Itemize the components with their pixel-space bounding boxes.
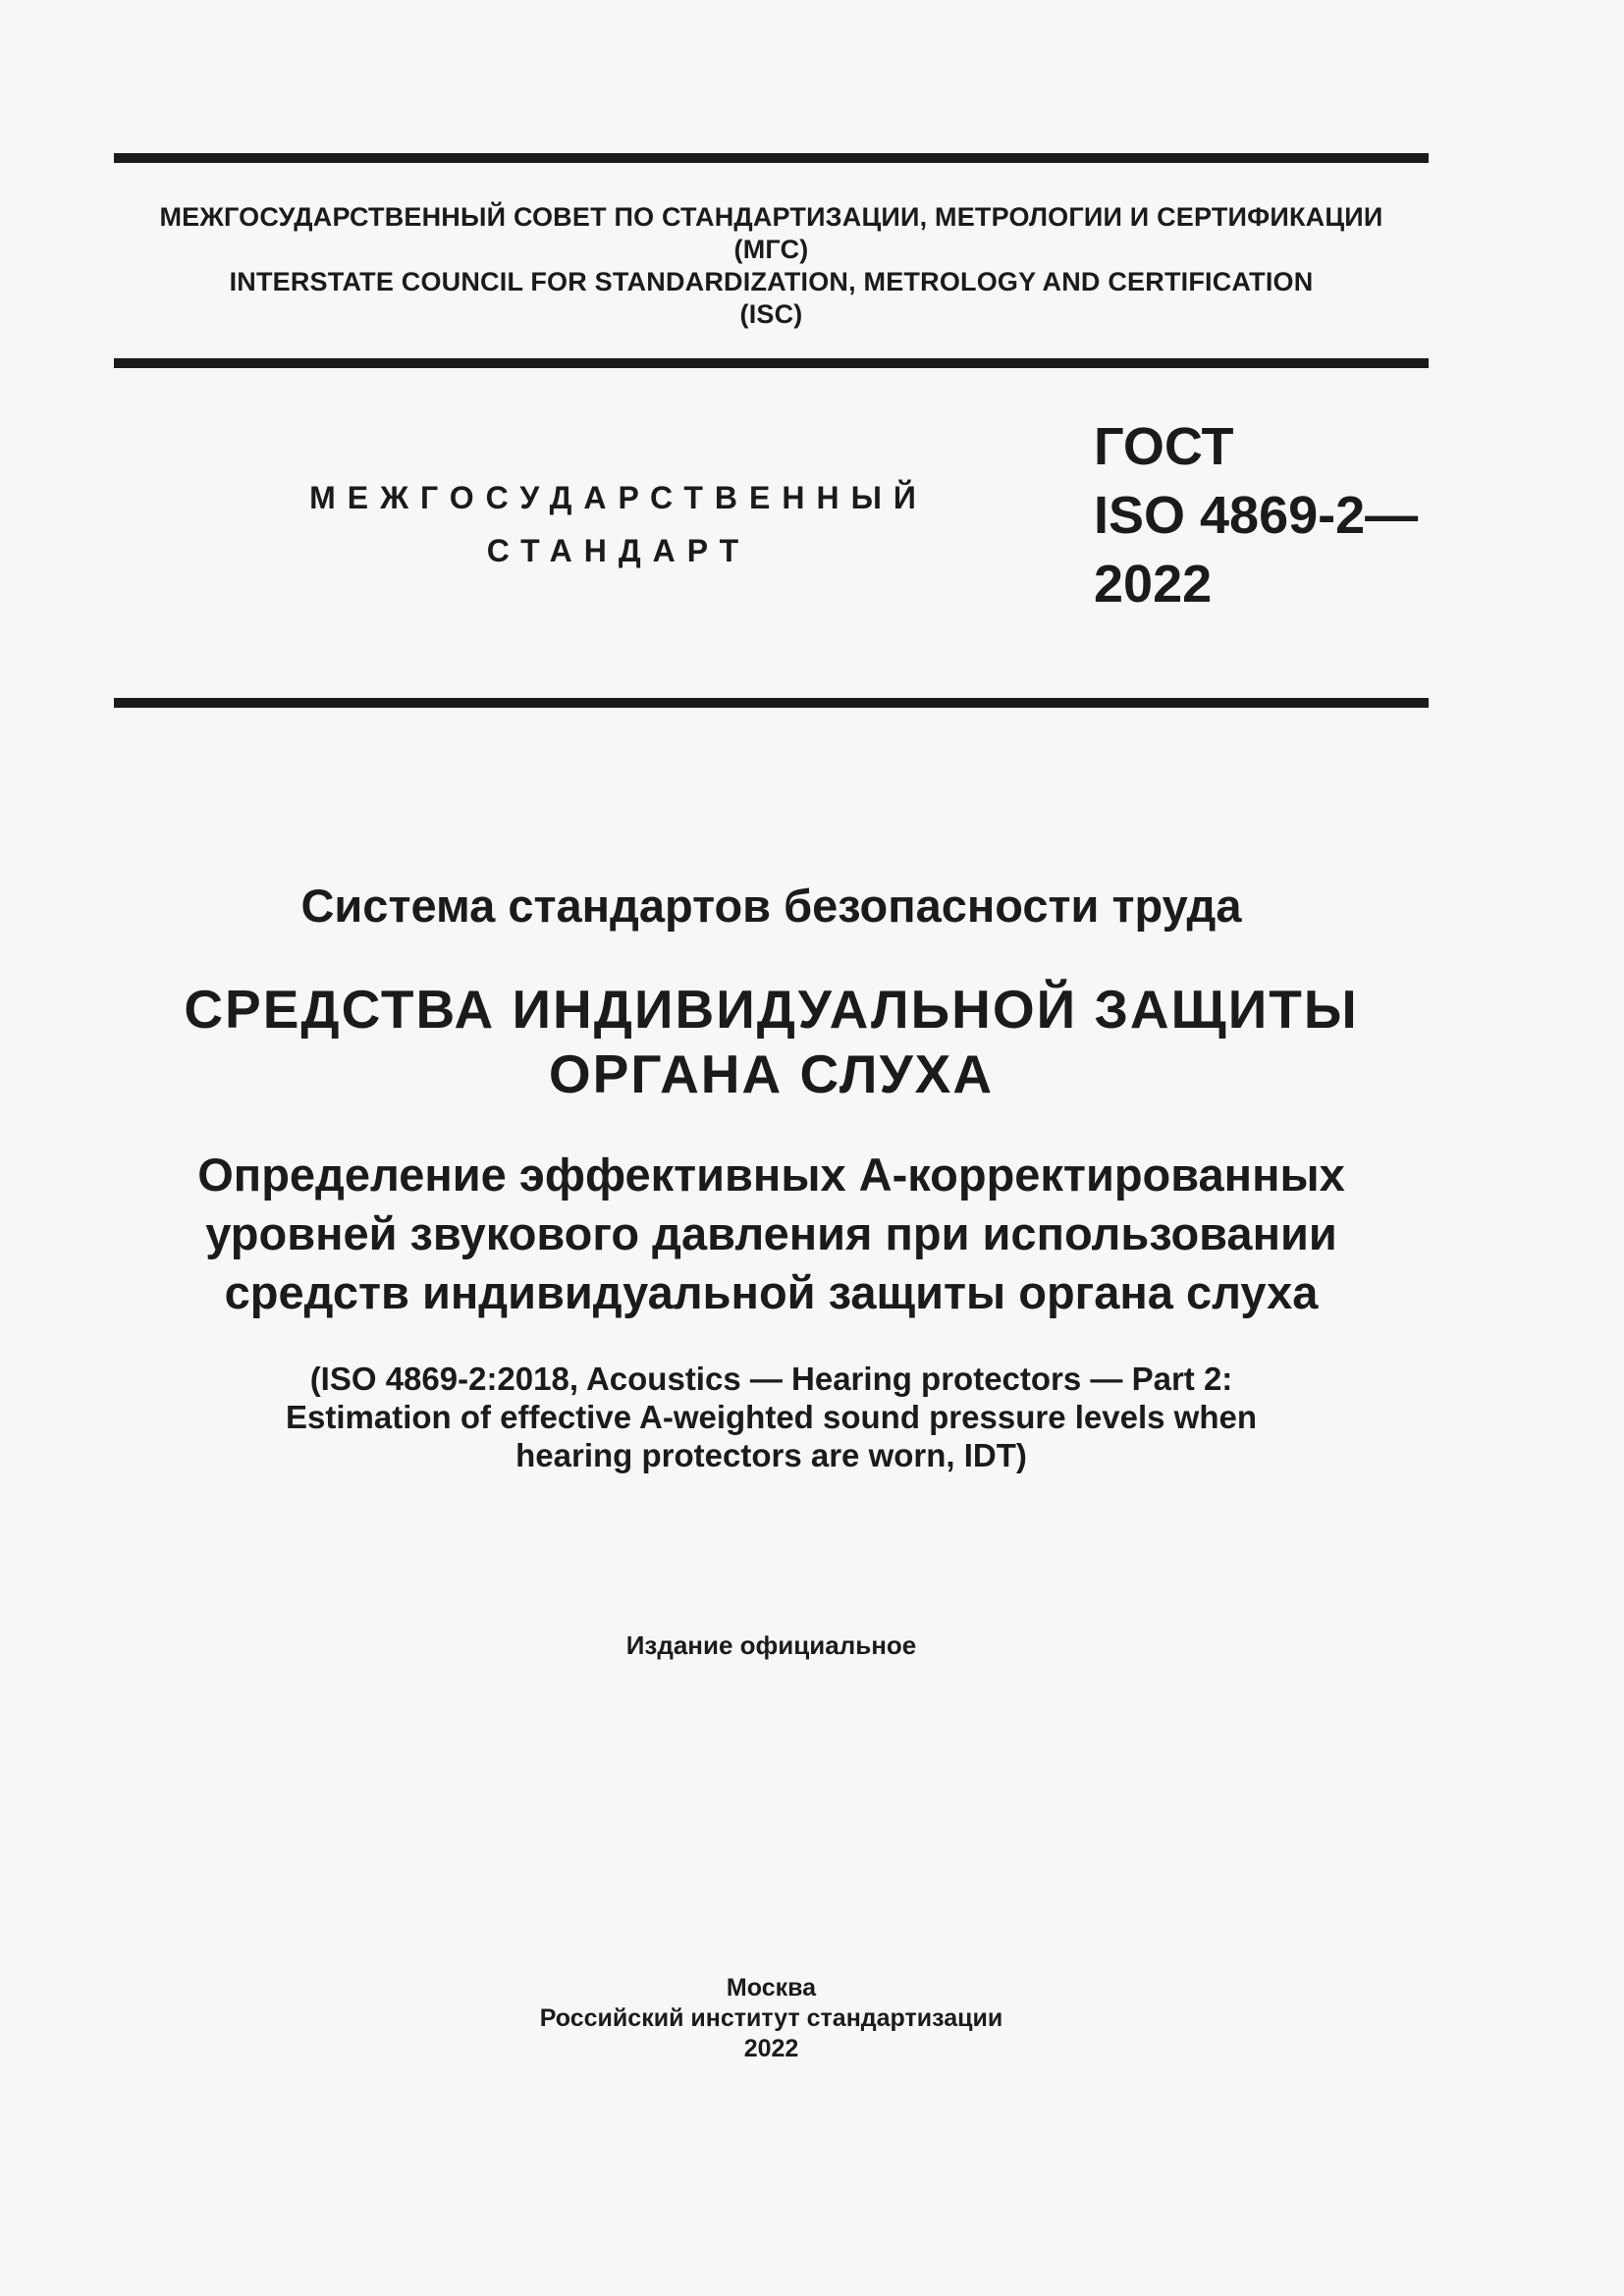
designation-line1: ГОСТ xyxy=(1094,417,1234,476)
bottom-divider-rule xyxy=(114,698,1429,708)
publisher-city: Москва xyxy=(726,1974,817,2002)
designation-line2: ISO 4869-2— xyxy=(1094,486,1419,545)
top-divider-rule xyxy=(114,153,1429,163)
publisher-block xyxy=(114,1973,1429,2064)
council-header xyxy=(114,201,1429,331)
standard-type-line1: МЕЖГОСУДАРСТВЕННЫЙ xyxy=(309,480,928,515)
edition-text: Издание официальное xyxy=(625,1630,917,1660)
publisher-name: Российский институт стандартизации xyxy=(539,2004,1003,2032)
main-title-line2: ОРГАНА СЛУХА xyxy=(548,1043,995,1104)
middle-divider-rule xyxy=(114,358,1429,368)
iso-reference-line3: hearing protectors are worn, IDT) xyxy=(515,1437,1027,1473)
council-en-abbr: (ISC) xyxy=(739,299,803,329)
sub-title-line2: уровней звукового давления при использовании xyxy=(205,1207,1337,1259)
main-title xyxy=(114,977,1429,1106)
designation-line3: 2022 xyxy=(1094,555,1213,614)
sub-title-line1: Определение эффективных А-корректированных xyxy=(197,1148,1345,1201)
series-title-text: Система стандартов безопасности труда xyxy=(300,880,1242,932)
series-title xyxy=(114,879,1429,934)
sub-title-line3: средств индивидуальной защиты органа слуха xyxy=(224,1266,1319,1318)
sub-title xyxy=(114,1146,1429,1322)
main-title-line1: СРЕДСТВА ИНДИВИДУАЛЬНОЙ ЗАЩИТЫ xyxy=(184,979,1359,1040)
iso-reference-line1: (ISO 4869-2:2018, Acoustics — Hearing protectors — Part 2: xyxy=(309,1361,1233,1397)
council-en-name: INTERSTATE COUNCIL FOR STANDARDIZATION, METROLOGY AND CERTIFICATION xyxy=(229,267,1314,296)
iso-reference xyxy=(114,1360,1429,1474)
publisher-year: 2022 xyxy=(743,2035,799,2062)
standard-type-label xyxy=(295,471,943,577)
edition-label xyxy=(114,1629,1429,1661)
council-ru-abbr: (МГС) xyxy=(733,235,809,264)
standard-designation xyxy=(1094,412,1418,618)
standard-type-line2: СТАНДАРТ xyxy=(486,533,751,568)
council-ru-name: МЕЖГОСУДАРСТВЕННЫЙ СОВЕТ ПО СТАНДАРТИЗАЦИИ, МЕТРОЛОГИИ И СЕРТИФИКАЦИИ xyxy=(159,202,1383,232)
iso-reference-line2: Estimation of effective A-weighted sound pressure levels when xyxy=(285,1399,1257,1435)
